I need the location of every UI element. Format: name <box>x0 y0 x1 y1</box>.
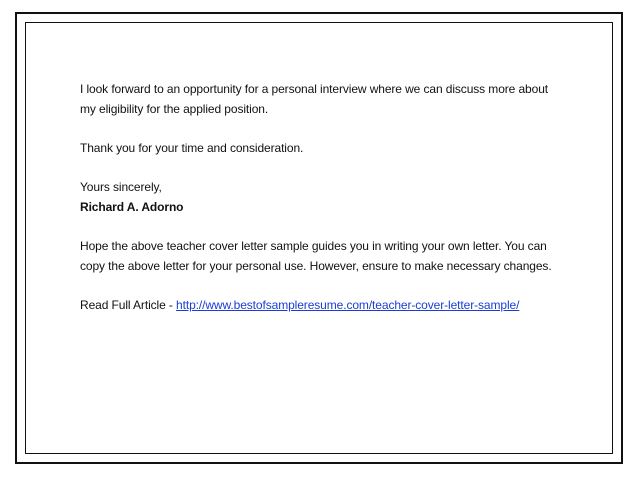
article-link[interactable]: http://www.bestofsampleresume.com/teacher-cover-letter-sample/ <box>176 298 520 312</box>
closing-paragraph: I look forward to an opportunity for a personal interview where we can discuss more about my eligibility for the applied position. <box>80 82 549 116</box>
sign-off-block <box>80 177 560 217</box>
guide-note-paragraph: Hope the above teacher cover letter sample guides you in writing your own letter. You can copy the above letter for your personal use. However, ensure to make necessary changes. <box>80 239 552 273</box>
read-more-prefix: Read Full Article - <box>80 298 177 312</box>
signature-name: Richard A. Adorno <box>80 200 184 214</box>
read-more-line <box>80 295 560 315</box>
letter-body <box>80 79 560 334</box>
closing-salutation: Yours sincerely, <box>80 180 162 194</box>
thank-you-line: Thank you for your time and consideration. <box>80 141 304 155</box>
